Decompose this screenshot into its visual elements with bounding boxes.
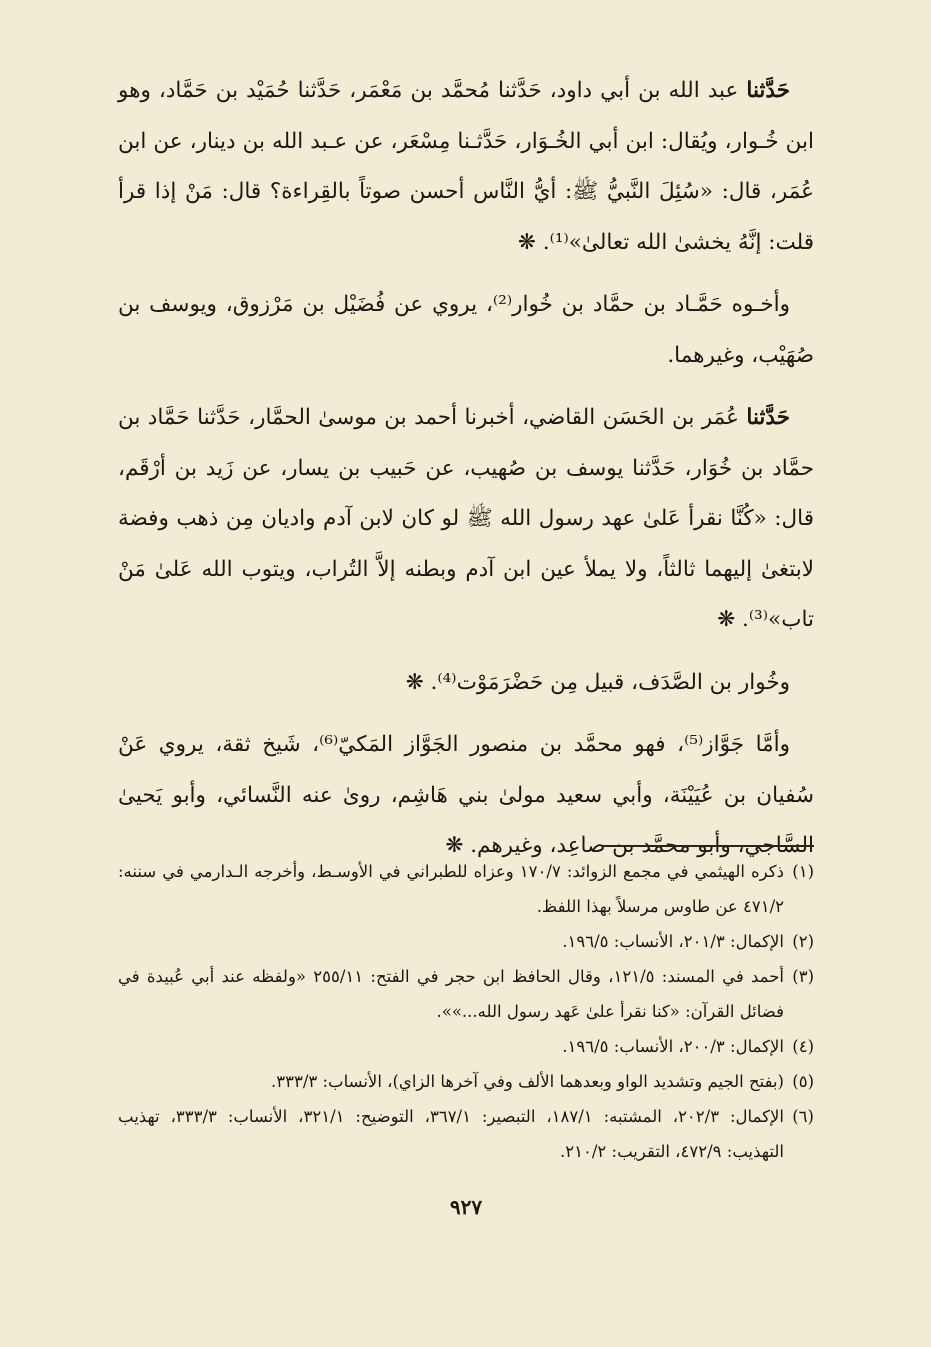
paragraph-text: وأمَّا جَوَّاز⁽⁵⁾، فهو محمَّد بن منصور الجَوَّاز المَكيّ⁽⁶⁾، شَيخ ثقة، يروي عَنْ سُفيان بن عُيَيْنَة، وأبي سعيد مولىٰ بني هَاشِم، روىٰ عنه النَّسائي، وأبو يَحيىٰ السَّاجي، وأبو محمَّد بن صاعِد، وغيرهم. ❋ xyxy=(118,732,814,858)
page-number: ٩٢٧ xyxy=(449,1195,483,1219)
footnote-number: (٤) xyxy=(792,1037,814,1056)
paragraph-lead: حَدَّثنا xyxy=(746,78,790,103)
footnote-6 xyxy=(118,1099,814,1169)
footnote-text: (بفتح الجيم وتشديد الواو وبعدهما الألف وفي آخرها الزاي)، الأنساب: ٣٣٣/٣. xyxy=(270,1072,784,1091)
paragraph-lead: حَدَّثنا xyxy=(746,405,790,430)
paragraph-4 xyxy=(118,658,814,709)
paragraph-text: وخُوار بن الصَّدَف، قبيل مِن حَضْرَمَوْت⁽⁴⁾. ❋ xyxy=(405,669,790,695)
footnotes xyxy=(118,854,814,1169)
paragraph-2 xyxy=(118,280,814,381)
footnote-number: (٦) xyxy=(792,1107,814,1126)
footnote-text: ذكره الهيثمي في مجمع الزوائد: ١٧٠/٧ وعزاه للطبراني في الأوسـط، وأخرجه الـدارمي في سننه: ٤٧١/٢ عن طاوس مرسلاً بهذا اللفظ. xyxy=(118,862,784,916)
footnote-number: (٣) xyxy=(792,967,814,986)
footnote-number: (٥) xyxy=(792,1072,814,1091)
book-page xyxy=(118,66,814,1306)
paragraph-1 xyxy=(118,66,814,268)
footnote-text: الإكمال: ٢٠٢/٣، المشتبه: ١٨٧/١، التبصير: ٣٦٧/١، التوضيح: ٣٢١/١، الأنساب: ٣٣٣/٣، تهذيب التهذيب: ٤٧٢/٩، التقريب: ٢١٠/٢. xyxy=(118,1107,784,1161)
footnote-separator xyxy=(602,845,814,847)
footnote-5 xyxy=(118,1064,814,1099)
footnote-text: الإكمال: ٢٠١/٣، الأنساب: ١٩٦/٥. xyxy=(562,932,784,951)
footnote-1 xyxy=(118,854,814,924)
paragraph-3 xyxy=(118,393,814,646)
footnote-4 xyxy=(118,1029,814,1064)
paragraph-5 xyxy=(118,720,814,872)
paragraph-text: عبد الله بن أبي داود، حَدَّثنا مُحمَّد بن مَعْمَر، حَدَّثنا حُمَيْد بن حَمَّاد، وهو ابن خُـوار، ويُقال: ابن أبي الخُـوَار، حَدَّثـنا مِسْعَر، عن عـبد الله بن دينار، عن ابن عُمَر، قال: «سُئِلَ النَّبيُّ ﷺ: أيُّ النَّاس أحسن صوتاً بالقِراءة؟ قال: مَنْ إذا قرأ قلت: إنَّهُ يخشىٰ الله تعالىٰ»⁽¹⁾. ❋ xyxy=(118,78,814,255)
footnote-2 xyxy=(118,924,814,959)
paragraph-text: وأخـوه حَمَّـاد بن حمَّاد بن خُوار⁽²⁾، يروي عن فُضَيْل بن مَرْزوق، ويوسف بن صُهَيْب، وغيرهما. xyxy=(118,292,814,368)
main-text xyxy=(118,66,814,872)
footnote-text: أحمد في المسند: ١٢١/٥، وقال الحافظ ابن حجر في الفتح: ٢٥٥/١١ «ولفظه عند أبي عُبيدة في فضائل القرآن: «كنا نقرأ علىٰ عَهد رسول الله...»». xyxy=(118,967,784,1021)
footnote-text: الإكمال: ٢٠٠/٣، الأنساب: ١٩٦/٥. xyxy=(562,1037,784,1056)
footnote-number: (٢) xyxy=(792,932,814,951)
paragraph-text: عُمَر بن الحَسَن القاضي، أخبرنا أحمد بن موسىٰ الحمَّار، حَدَّثنا حَمَّاد بن حمَّاد بن خُوَار، حَدَّثنا يوسف بن صُهيب، عن حَبيب بن يسار، عن زَيد بن أرْقَم، قال: «كُنَّا نقرأ عَلىٰ عهد رسول الله ﷺ لو كان لابن آدم واديان مِن ذهب وفضة لابتغىٰ إليهما ثالثاً، ولا يملأ عين ابن آدم وبطنه إلاَّ التُراب، ويتوب الله عَلىٰ مَنْ تاب»⁽³⁾. ❋ xyxy=(118,405,814,632)
footnote-3 xyxy=(118,959,814,1029)
footnote-number: (١) xyxy=(792,862,814,881)
